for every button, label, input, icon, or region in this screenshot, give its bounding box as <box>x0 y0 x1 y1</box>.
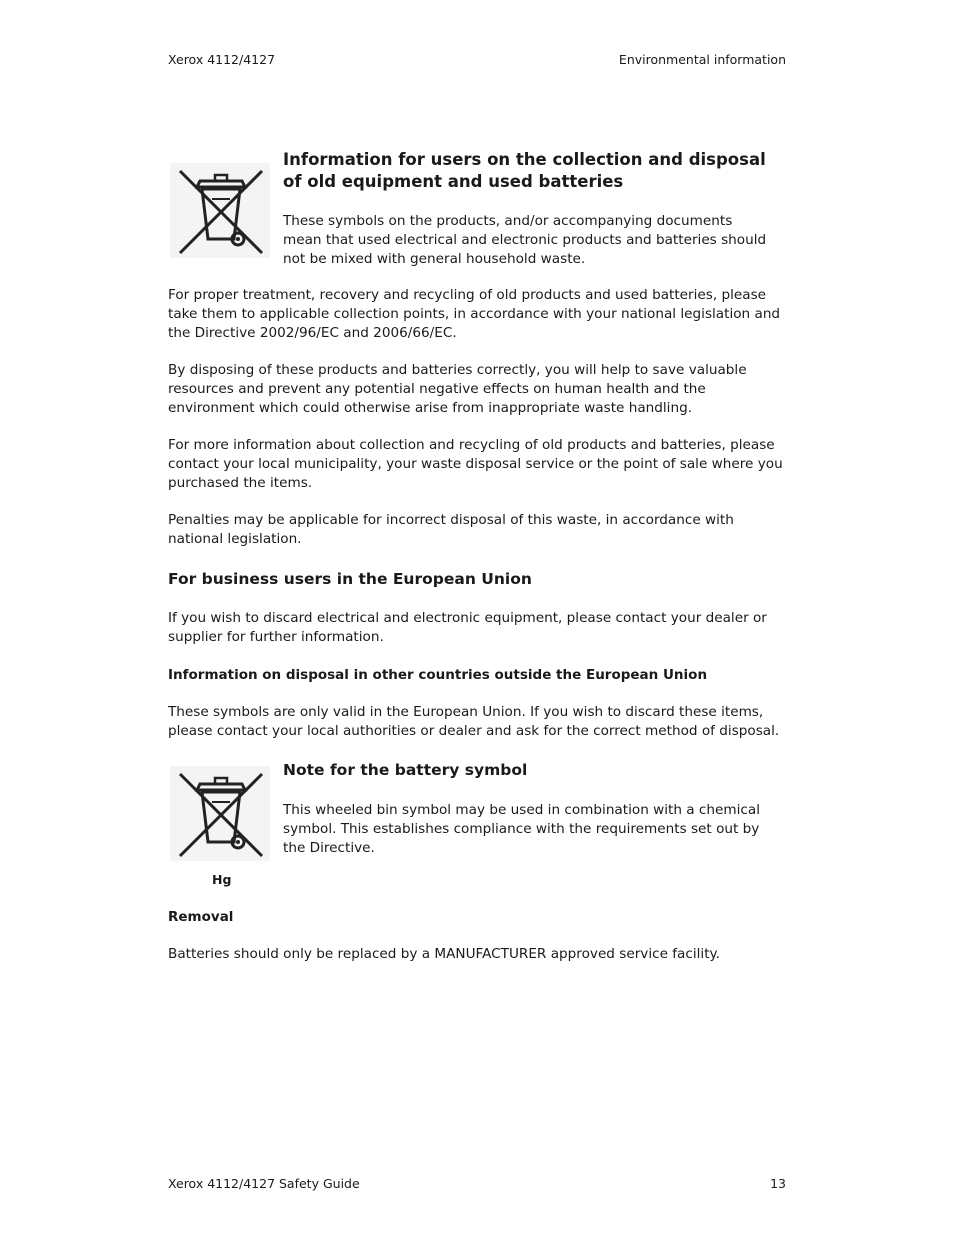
paragraph-outside-eu: These symbols are only valid in the European Union. If you wish to discard these items, please contact your local authorities or dealer and ask for the correct method of disposal. <box>168 704 780 739</box>
chemical-symbol-label: Hg <box>212 872 232 887</box>
section-title-outside-eu: Information on disposal in other countries outside the European Union <box>168 667 708 683</box>
header-doc-title: Xerox 4112/4127 <box>168 52 276 67</box>
footer-page-number: 13 <box>770 1176 786 1191</box>
paragraph-battery-symbol: This wheeled bin symbol may be used in combination with a chemical symbol. This establishes compliance with the requirements set out by the Directive. <box>283 802 760 856</box>
paragraph-business-users: If you wish to discard electrical and electronic equipment, please contact your dealer or supplier for further information. <box>168 610 767 645</box>
crossed-out-wheeled-bin-icon <box>170 163 270 258</box>
intro-paragraph: These symbols on the products, and/or accompanying documents mean that used electrical and electronic products and batteries should not be mixed with general household waste. <box>283 213 767 267</box>
paragraph-more-information: For more information about collection and recycling of old products and batteries, please contact your local municipality, your waste disposal service or the point of sale where you purchased the items. <box>168 437 783 491</box>
section-title-battery-symbol: Note for the battery symbol <box>283 761 528 779</box>
section-title-business-users: For business users in the European Union <box>168 570 532 588</box>
paragraph-removal: Batteries should only be replaced by a MANUFACTURER approved service facility. <box>168 946 720 962</box>
section-title-removal: Removal <box>168 909 234 925</box>
paragraph-treatment: For proper treatment, recovery and recycling of old products and used batteries, please take them to applicable collection points, in accordance with your national legislation and the Directive 2002/96/EC and 2006/66/EC. <box>168 287 781 341</box>
paragraph-penalties: Penalties may be applicable for incorrect disposal of this waste, in accordance with national legislation. <box>168 512 734 547</box>
paragraph-disposing-correctly: By disposing of these products and batteries correctly, you will help to save valuable resources and prevent any potential negative effects on human health and the environment which could otherwise arise from inappropriate waste handling. <box>168 362 747 416</box>
section-title-collection-disposal: Information for users on the collection and disposal of old equipment and used batteries <box>283 150 766 191</box>
header-section-title: Environmental information <box>618 52 786 67</box>
crossed-out-wheeled-bin-icon <box>170 766 270 861</box>
footer-doc-title: Xerox 4112/4127 Safety Guide <box>168 1176 360 1191</box>
